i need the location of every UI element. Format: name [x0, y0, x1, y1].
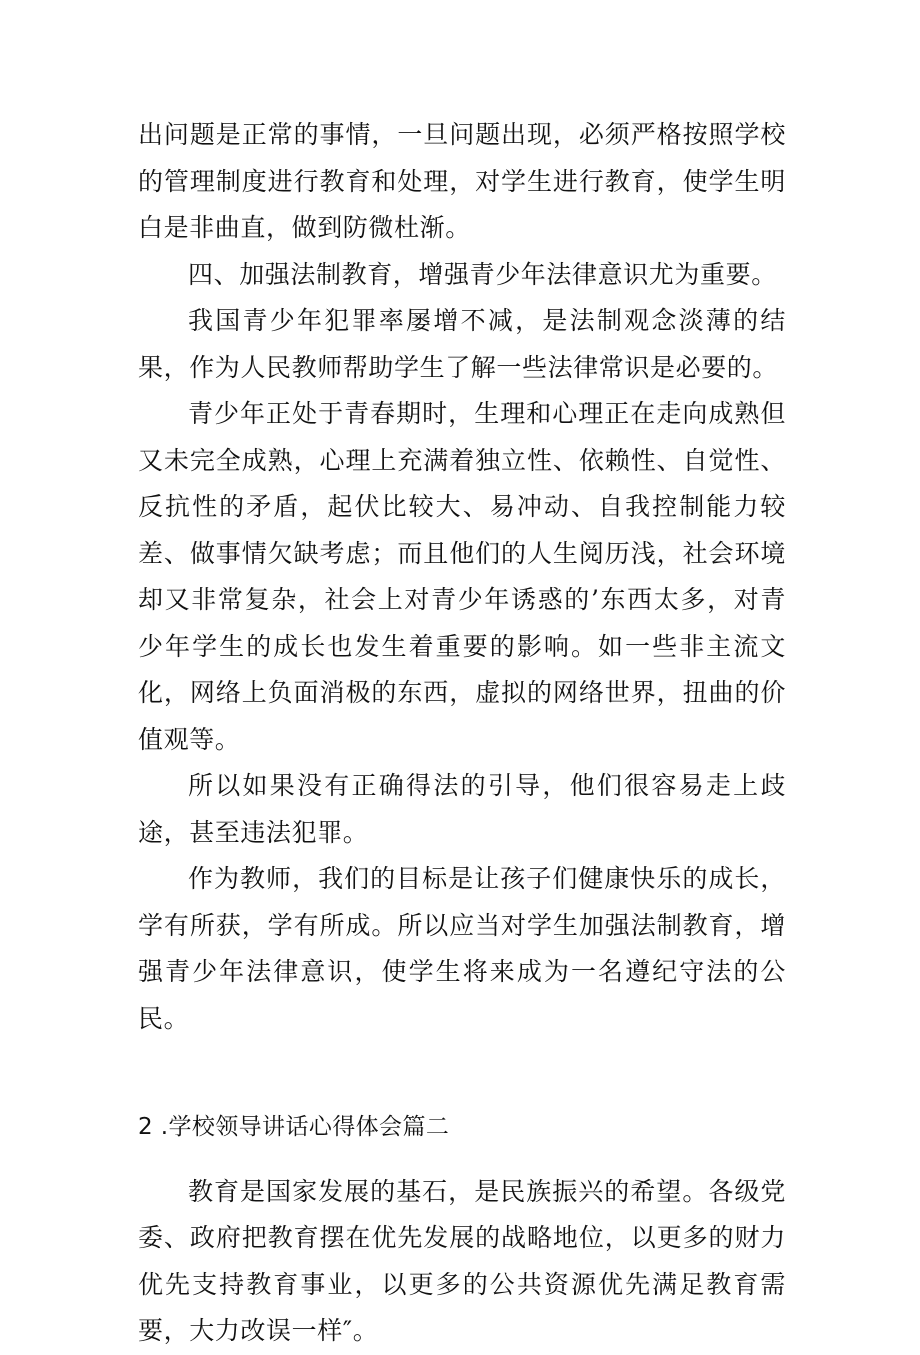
paragraph-adolescence: 青少年正处于青春期时，生理和心理正在走向成熟但又未完全成熟，心理上充满着独立性、依赖性、自觉性、反抗性的矛盾，起伏比较大、易冲动、自我控制能力较差、做事情欠缺考虑；而且他们的人生阅历浅，社会环境却又非常复杂，社会上对青少年诱惑的’东西太多，对青少年学生的成长也发生着重要的影响。如一些非主流文化，网络上负面消极的东西，虚拟的网络世界，扭曲的价值观等。	[138, 399, 786, 754]
paragraph-crime-rate: 我国青少年犯罪率屡增不减，是法制观念淡薄的结果，作为人民教师帮助学生了解一些法律常识是必要的。	[138, 306, 786, 382]
section-heading: 2 .学校领导讲话心得体会篇二	[138, 1114, 450, 1140]
paragraph-point-four: 四、加强法制教育，增强青少年法律意识尤为重要。	[188, 259, 777, 289]
paragraph-teacher-goal: 作为教师，我们的目标是让孩子们健康快乐的成长，学有所获，学有所成。所以应当对学生加强法制教育，增强青少年法律意识，使学生将来成为一名遵纪守法的公民。	[138, 864, 786, 1033]
paragraph-spacer	[138, 1042, 786, 1088]
paragraph-guidance: 所以如果没有正确得法的引导，他们很容易走上歧途，甚至违法犯罪。	[138, 771, 786, 847]
paragraph-section-two: 教育是国家发展的基石，是民族振兴的希望。各级党委、政府把教育摆在优先发展的战略地位，以更多的财力优先支持教育事业，以更多的公共资源优先满足教育需要，大力改误一样″。	[138, 1176, 786, 1345]
paragraph-continuation: 出问题是正常的事情，一旦问题出现，必须严格按照学校的管理制度进行教育和处理，对学生进行教育，使学生明白是非曲直，做到防微杜渐。	[138, 120, 786, 242]
document-body	[138, 112, 786, 1355]
